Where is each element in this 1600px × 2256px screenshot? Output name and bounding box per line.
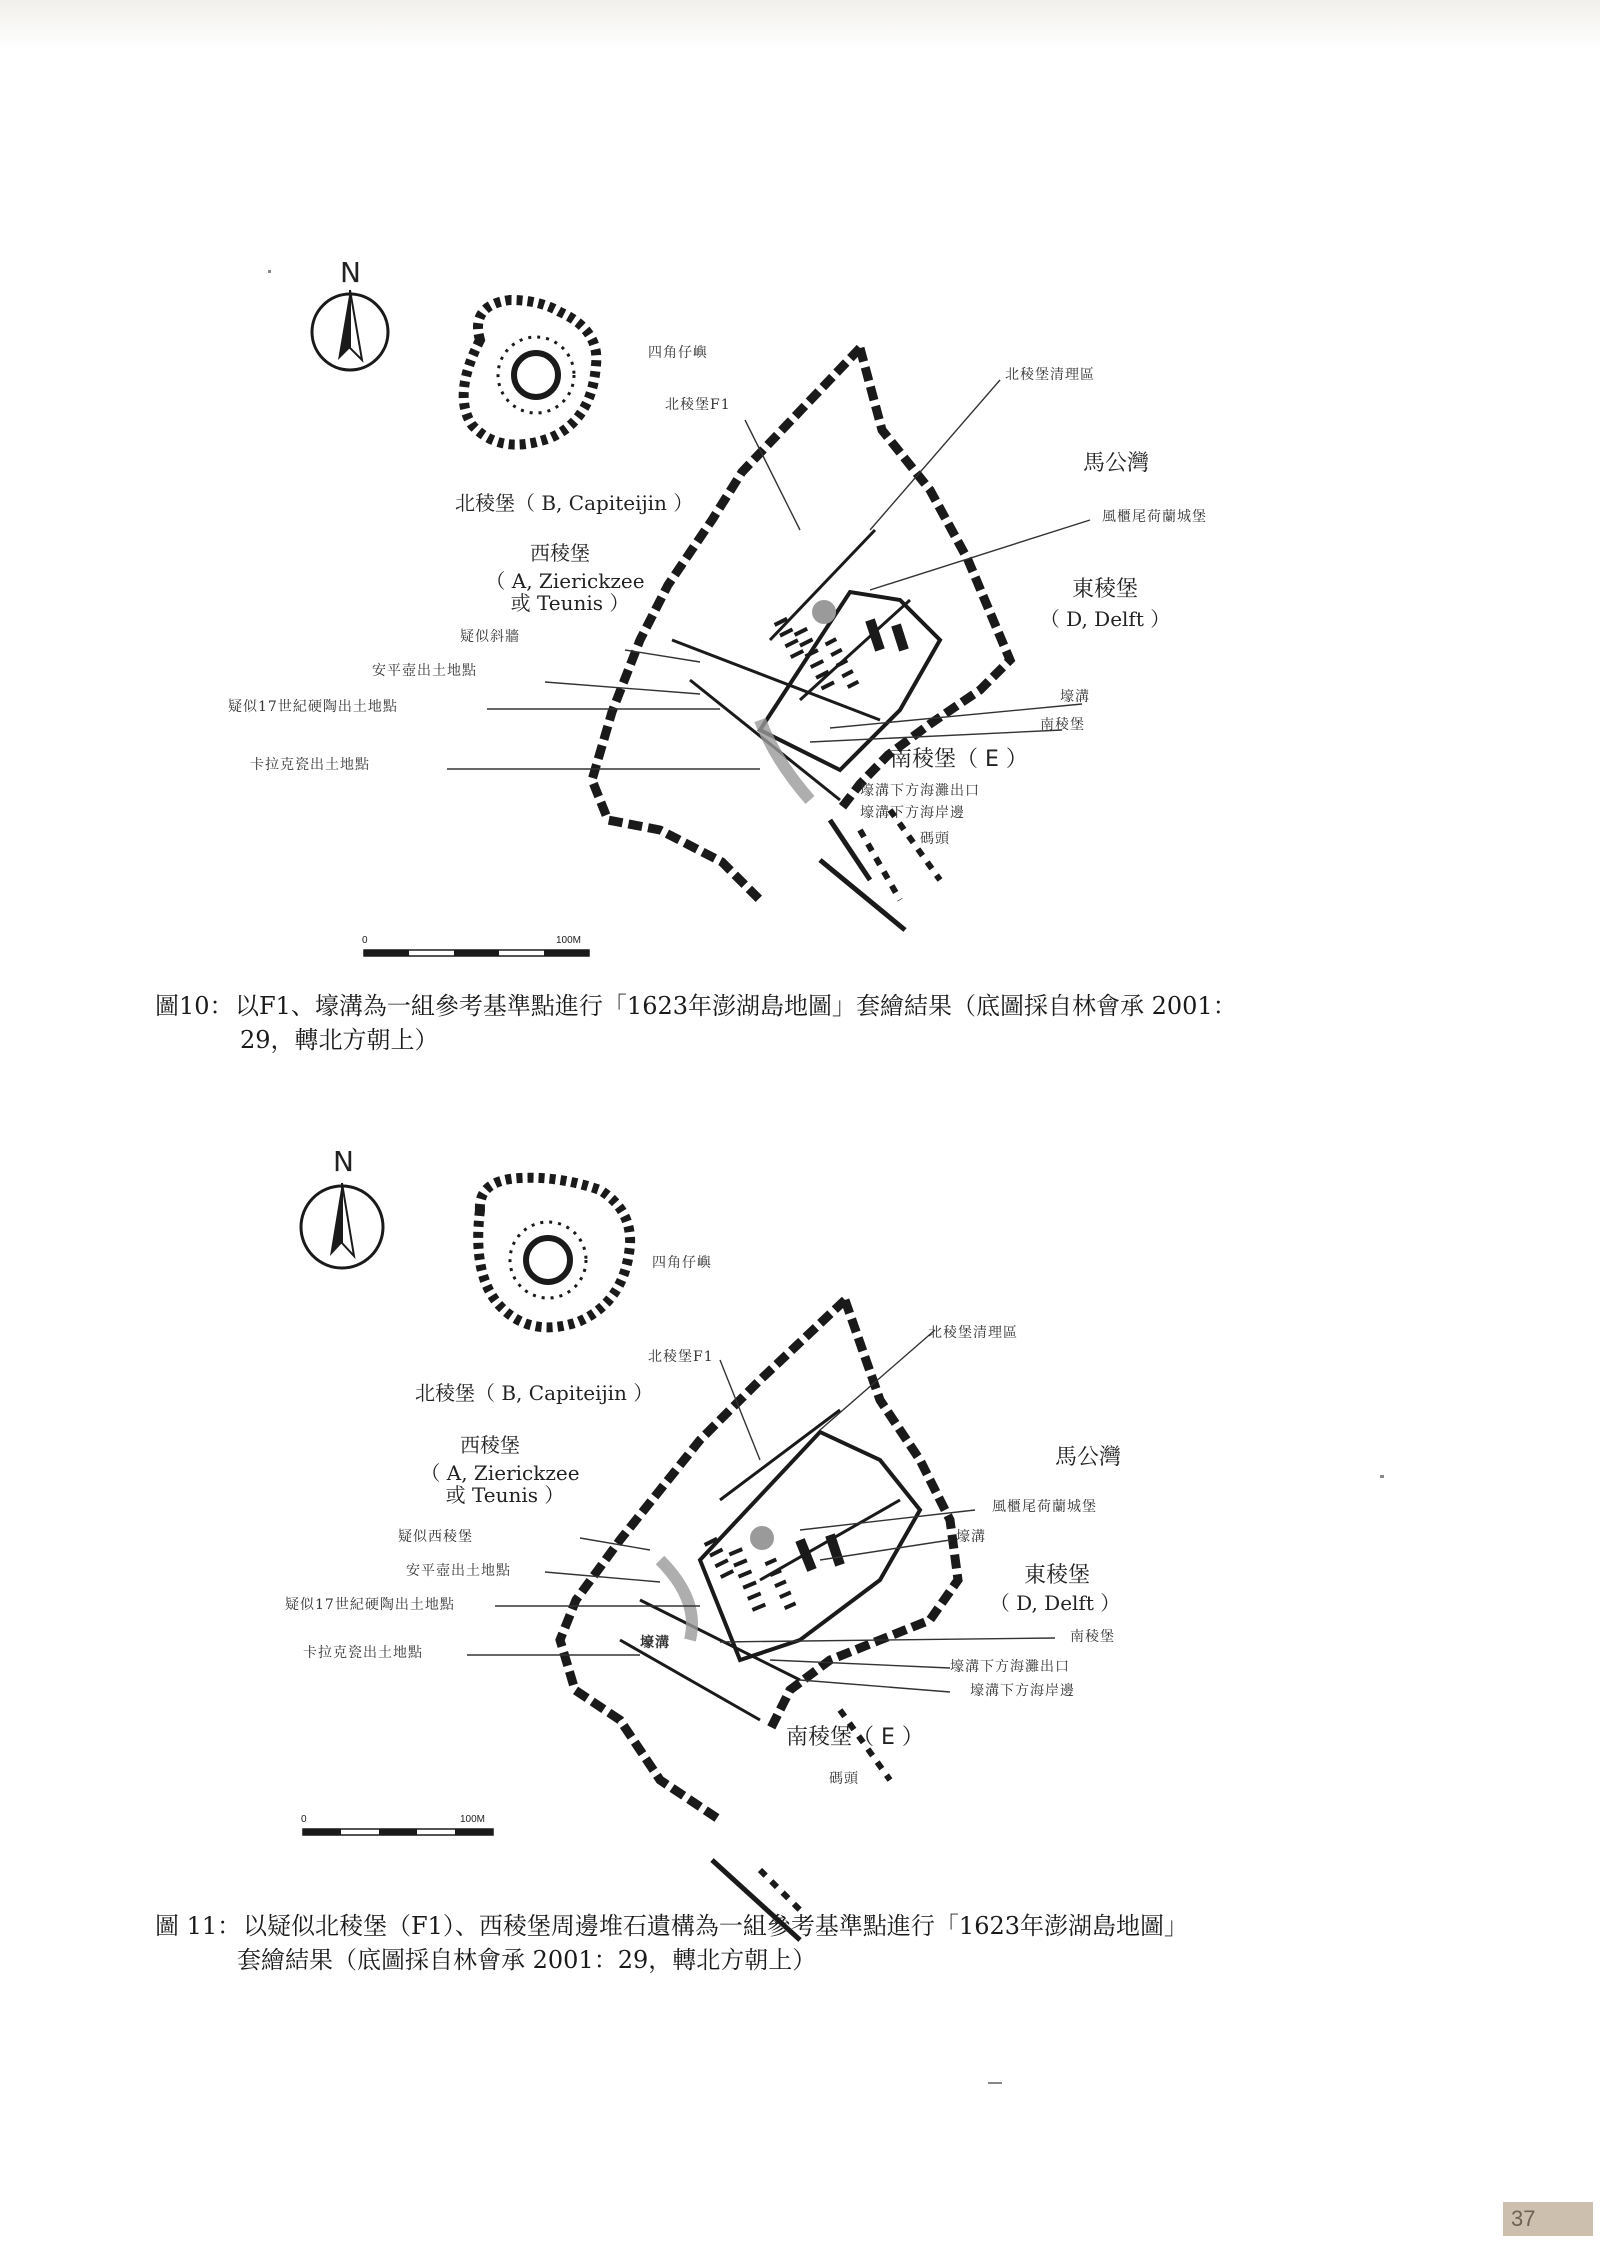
islet-shape	[478, 1178, 630, 1328]
anping-jar-label: 安平壺出土地點	[406, 1563, 511, 1579]
windcastle-label: 風櫃尾荷蘭城堡	[1102, 509, 1207, 525]
magong-bay-label: 馬公灣	[1055, 1445, 1122, 1470]
islet-label: 四角仔嶼	[652, 1255, 712, 1271]
anping-jar-label: 安平壺出土地點	[372, 663, 477, 679]
moat-center-label: 壕溝	[640, 1635, 670, 1651]
west-fort-line2: （ A, Zierickzee	[485, 569, 645, 593]
islet-shape	[464, 300, 597, 445]
pier-label: 碼頭	[829, 1771, 859, 1787]
scan-speck	[1380, 1475, 1384, 1478]
north-fort-clear-area-label: 北稜堡清理區	[928, 1325, 1018, 1341]
figure-11	[0, 1080, 1600, 2000]
south-fort-label: 南稜堡（ E ）	[786, 1725, 924, 1750]
figure-11-caption	[155, 1909, 1405, 1979]
scan-speck	[988, 2082, 1002, 2084]
caption-number: 圖 11：	[155, 1912, 242, 1940]
figure-10-map-drawing	[0, 0, 1600, 1080]
magong-bay-label: 馬公灣	[1083, 451, 1150, 476]
north-label: N	[333, 1145, 354, 1178]
scale-zero-label: 0	[301, 1814, 307, 1825]
east-fort-title: 東稜堡	[1023, 1563, 1090, 1588]
moat-shore-label: 壕溝下方海岸邊	[970, 1683, 1075, 1699]
north-arrow-icon	[301, 1183, 383, 1268]
east-fort-sub: （ D, Delft ）	[1039, 607, 1171, 631]
west-fort-title: 西稜堡	[460, 1433, 520, 1457]
north-fort-label: 北稜堡（ B, Capiteijin ）	[455, 491, 694, 515]
moat-right-label: 壕溝	[956, 1529, 986, 1545]
figure-10-caption	[155, 989, 1355, 1059]
moat-beach-outlet-label: 壕溝下方海灘出口	[860, 783, 980, 799]
caption-line-1: 以疑似北稜堡（F1）、西稜堡周邊堆石遺構為一組參考基準點進行「1623年澎湖島地圖」	[243, 1912, 1188, 1940]
scale-max-label: 100M	[556, 935, 582, 946]
scale-zero-label: 0	[362, 935, 368, 946]
stoneware-17c-label: 疑似17世紀硬陶出土地點	[228, 699, 398, 715]
scan-speck	[268, 270, 271, 273]
caption-line-2: 29，轉北方朝上）	[240, 1026, 439, 1054]
suspected-west-fort-label: 疑似西稜堡	[398, 1529, 473, 1545]
north-fort-f1-label: 北稜堡F1	[648, 1349, 714, 1365]
scale-max-label: 100M	[460, 1814, 486, 1825]
caption-line-1: 以F1、壕溝為一組參考基準點進行「1623年澎湖島地圖」套繪結果（底圖採自林會承 2001：	[235, 992, 1237, 1020]
north-arrow-icon	[312, 290, 388, 370]
figure-10	[0, 0, 1600, 1080]
moat-beach-outlet-label: 壕溝下方海灘出口	[950, 1659, 1070, 1675]
scale-bar	[303, 1829, 493, 1835]
kraak-label: 卡拉克瓷出土地點	[250, 757, 370, 773]
west-fort-title: 西稜堡	[530, 541, 590, 565]
figure-11-map-drawing	[0, 1080, 1600, 2000]
west-fort-line3: 或 Teunis ）	[510, 591, 630, 615]
caption-line-2: 套繪結果（底圖採自林會承 2001：29，轉北方朝上）	[237, 1946, 817, 1974]
f1-reference-marker	[750, 1526, 774, 1550]
south-fort-small-label: 南稜堡	[1040, 717, 1085, 733]
east-fort-sub: （ D, Delft ）	[989, 1591, 1121, 1615]
islet-label: 四角仔嶼	[648, 345, 708, 361]
moat-reference-marker	[660, 1560, 692, 1640]
west-fort-line3: 或 Teunis ）	[445, 1483, 565, 1507]
moat-shore-label: 壕溝下方海岸邊	[860, 805, 965, 821]
scale-bar	[364, 950, 589, 956]
stoneware-17c-label: 疑似17世紀硬陶出土地點	[285, 1597, 455, 1613]
west-fort-line2: （ A, Zierickzee	[420, 1461, 580, 1485]
north-label: N	[340, 256, 361, 289]
east-fort-title: 東稜堡	[1071, 577, 1138, 602]
f1-reference-marker	[812, 600, 836, 624]
south-fort-label: 南稜堡（ E ）	[890, 747, 1028, 772]
suspected-ramp-label: 疑似斜牆	[460, 629, 520, 645]
caption-number: 圖10：	[155, 992, 234, 1020]
kraak-label: 卡拉克瓷出土地點	[303, 1645, 423, 1661]
moat-reference-marker	[760, 720, 810, 800]
page-number: 37	[1503, 2202, 1593, 2236]
windcastle-label: 風櫃尾荷蘭城堡	[992, 1499, 1097, 1515]
south-fort-small-label: 南稜堡	[1070, 1629, 1115, 1645]
north-fort-f1-label: 北稜堡F1	[665, 397, 731, 413]
north-fort-label: 北稜堡（ B, Capiteijin ）	[415, 1381, 654, 1405]
pier-label: 碼頭	[920, 831, 950, 847]
moat-label: 壕溝	[1060, 689, 1090, 705]
north-fort-clear-area-label: 北稜堡清理區	[1005, 367, 1095, 383]
